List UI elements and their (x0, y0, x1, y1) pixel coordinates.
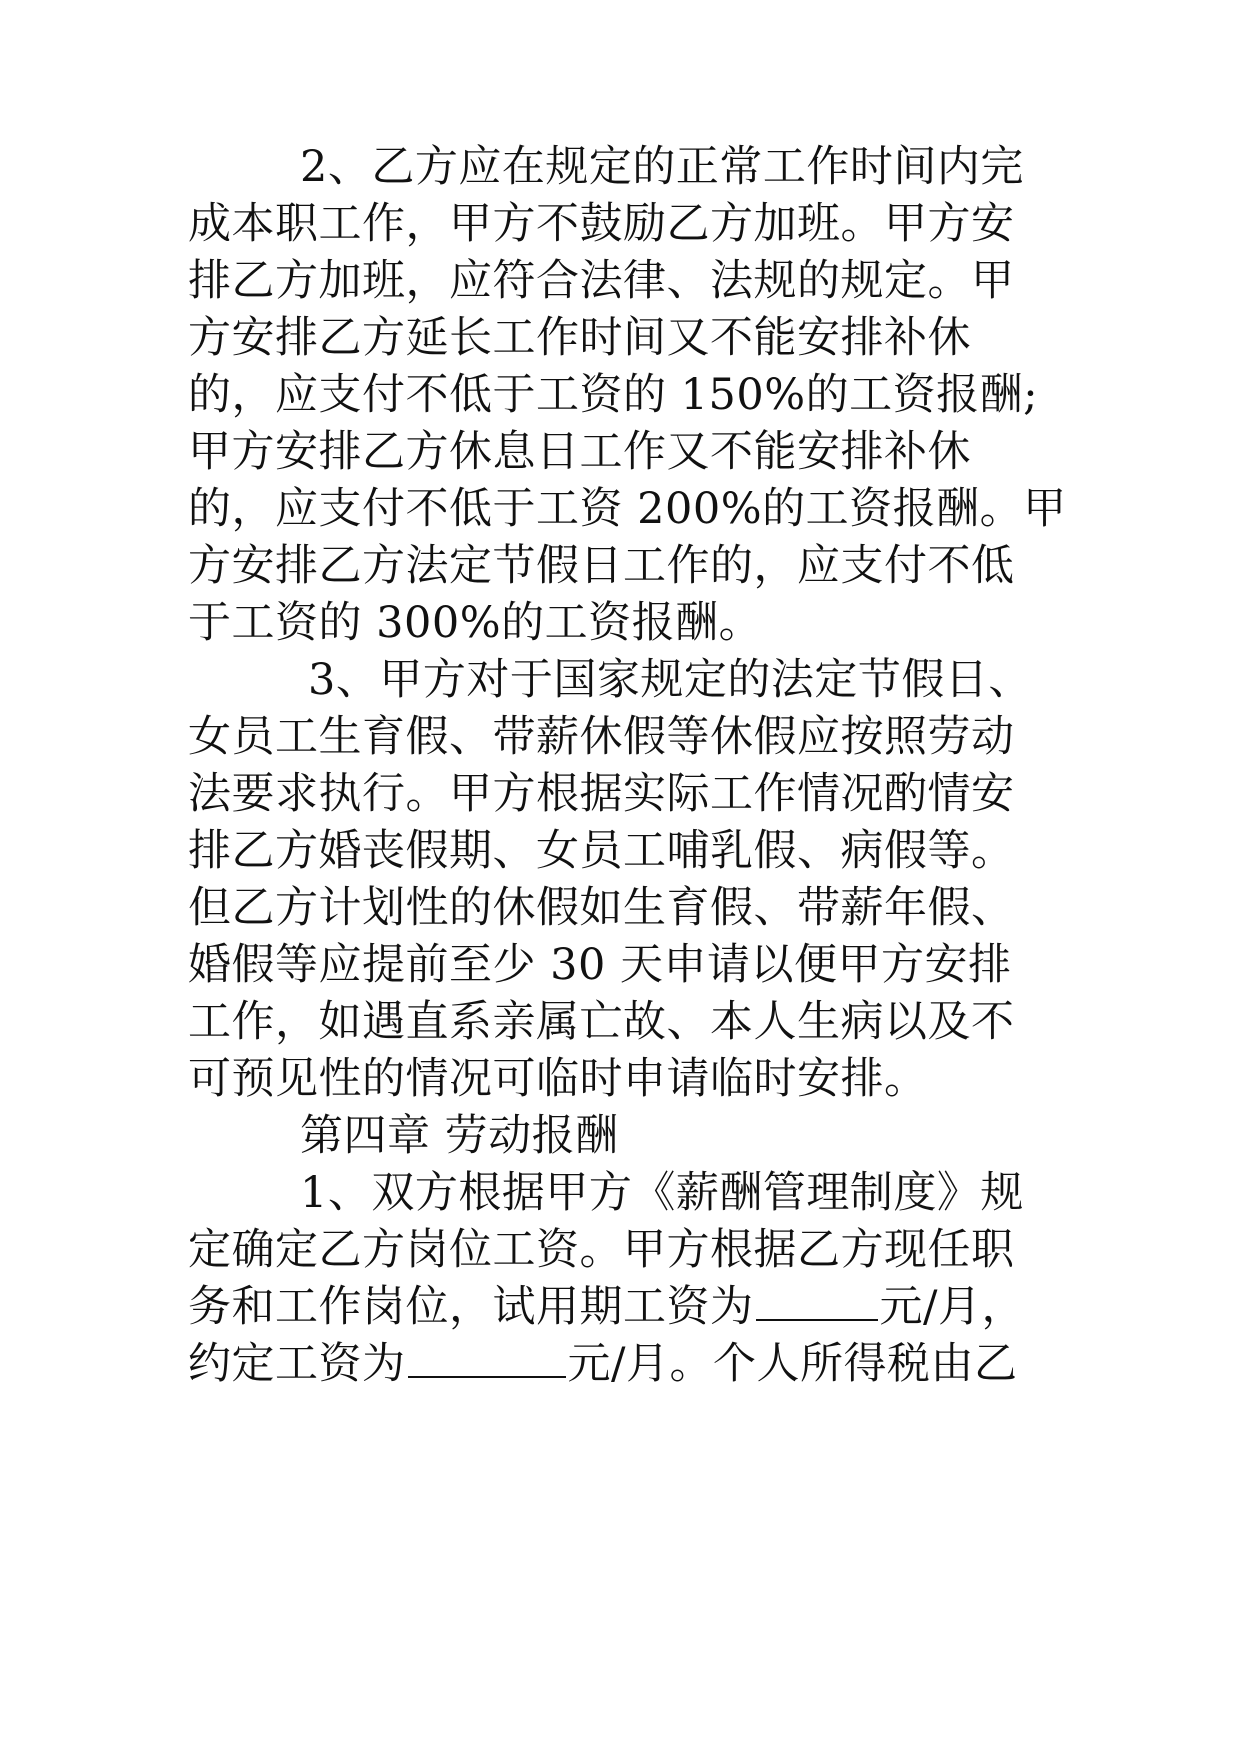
paragraph-text: 元/月。个人所得税由乙 (567, 1339, 1018, 1389)
paragraph-line: 定确定乙方岗位工资。甲方根据乙方现任职 (188, 1225, 1015, 1275)
chapter-heading: 第四章 劳动报酬 (300, 1111, 619, 1161)
paragraph-line: 方安排乙方延长工作时间又不能安排补休 (188, 313, 971, 363)
fill-in-blank-probation-salary[interactable] (756, 1279, 878, 1321)
paragraph-text: 元/月， (879, 1282, 1025, 1332)
paragraph-line (188, 1277, 1025, 1337)
paragraph-line: 方安排乙方法定节假日工作的，应支付不低 (188, 541, 1015, 591)
paragraph-line: 女员工生育假、带薪休假等休假应按照劳动 (188, 712, 1015, 762)
fill-in-blank-agreed-salary[interactable] (408, 1336, 566, 1378)
paragraph-line: 的，应支付不低于工资 200%的工资报酬。甲 (188, 484, 1067, 534)
paragraph-text: 务和工作岗位，试用期工资为 (188, 1282, 754, 1332)
paragraph-line: 工作，如遇直系亲属亡故、本人生病以及不 (188, 997, 1015, 1047)
paragraph-line: 成本职工作，甲方不鼓励乙方加班。甲方安 (188, 199, 1015, 249)
paragraph-line: 法要求执行。甲方根据实际工作情况酌情安 (188, 769, 1015, 819)
paragraph-line: 于工资的 300%的工资报酬。 (188, 598, 763, 648)
paragraph-line (188, 1334, 1018, 1394)
paragraph-line: 婚假等应提前至少 30 天申请以便甲方安排 (188, 940, 1012, 990)
paragraph-line: 3、甲方对于国家规定的法定节假日、 (308, 655, 1032, 705)
paragraph-line: 但乙方计划性的休假如生育假、带薪年假、 (188, 883, 1015, 933)
paragraph-line: 排乙方加班，应符合法律、法规的规定。甲 (188, 256, 1015, 306)
paragraph-line: 的，应支付不低于工资的 150%的工资报酬; (188, 370, 1039, 420)
paragraph-line: 1、双方根据甲方《薪酬管理制度》规 (300, 1168, 1024, 1218)
paragraph-line: 2、乙方应在规定的正常工作时间内完 (300, 142, 1024, 192)
paragraph-line: 排乙方婚丧假期、女员工哺乳假、病假等。 (188, 826, 1015, 876)
paragraph-line: 可预见性的情况可临时申请临时安排。 (188, 1054, 928, 1104)
paragraph-line: 甲方安排乙方休息日工作又不能安排补休 (188, 427, 971, 477)
paragraph-text: 约定工资为 (188, 1339, 406, 1389)
